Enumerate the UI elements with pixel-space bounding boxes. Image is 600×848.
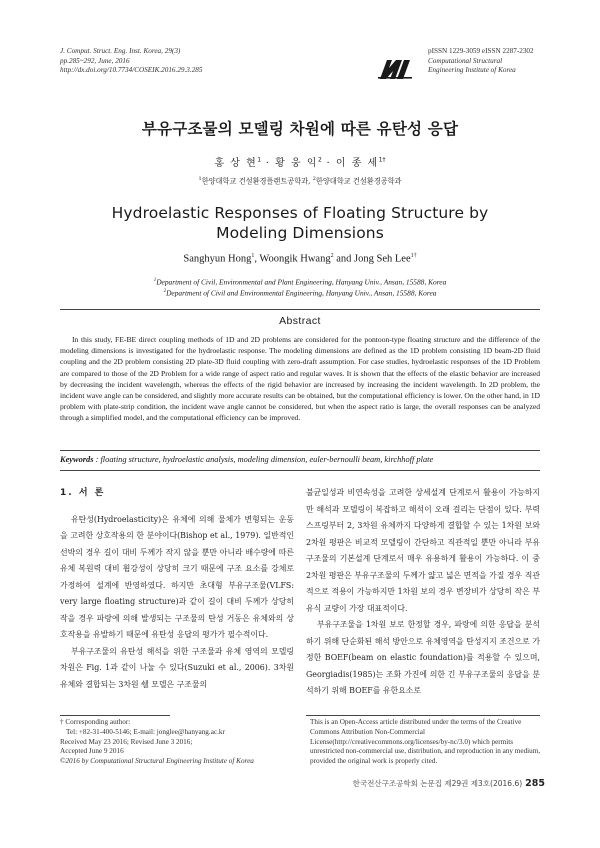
author-sup: 1†: [410, 253, 417, 259]
body-column-left: [60, 485, 294, 693]
issn-line: pISSN 1229-3059 eISSN 2287-2302: [428, 47, 534, 55]
footnote-line[interactable]: Tel: +82-31-400-5146; E-mail: jonglee@hanyang.ac.kr: [66, 727, 225, 736]
authors-english: [0, 253, 600, 265]
abstract-heading: Abstract: [279, 315, 321, 327]
affil-line: [0, 276, 600, 287]
issn-block: [428, 47, 568, 76]
body-paragraph: 불균일성과 비연속성을 고려한 상세설계 단계로서 활용이 가능하지만 해석과 모델링이 복잡하고 해석이 오래 걸리는 단점이 있다. 부력 스프링부터 2, 3차원 유체까지 다양하게 결합할 수 있는 1차원 보와 2차원 평판은 비교적 모델링이 간단하고 직관적일 뿐만 아니라 부유구조물의 기본설계 단계로서 매우 유용하게 활용이 가능하다. 이 중 2차원 평판은 부유구조물의 두께가 얇고 넓은 면적을 가질 경우 직관적으로 적용이 가능하지만 1차원 보의 경우 변장비가 상당히 작은 부유식 교량이 가장 대표적이다.: [306, 488, 540, 613]
keywords-text: floating structure, hydroelastic analysis, modeling dimension, euler-bernoulli beam, kirchhoff plate: [100, 455, 434, 464]
author-name: Jong Seh Lee: [354, 253, 411, 265]
author-sup: 1: [251, 253, 255, 259]
author-sup: 2: [330, 253, 334, 259]
footnote-divider: [306, 715, 540, 716]
author-separator: ,: [254, 253, 260, 265]
author-sup: 1†: [378, 156, 386, 164]
author-name: Woongik Hwang: [259, 253, 331, 265]
affil-text: Department of Civil and Environmental Engineering, Hanyang Univ., Ansan, 15588, Korea: [166, 288, 437, 298]
author-separator: ·: [321, 158, 336, 169]
keywords-separator: :: [93, 455, 101, 464]
footnote-line: † Corresponding author:: [60, 718, 131, 726]
citation-line: J. Comput. Struct. Eng. Inst. Korea, 29(3): [60, 47, 181, 55]
footnote-license: This is an Open-Access article distributed under the terms of the Creative Commons Attribution Non-Commercial License(http://creativecommons.org/licenses/by-nc/3.0) which permits unrestricted non-commercial use, distribution, and reproduction in any medium, provided the original work is properly cited.: [310, 718, 541, 766]
divider: [60, 309, 540, 310]
footnote-line: Received May 23 2016; Revised June 3 2016;: [60, 737, 193, 746]
page-number: 285: [525, 778, 545, 789]
author-separator: and: [333, 253, 355, 265]
paper-title-korean: 부유구조물의 모델링 차원에 따른 유탄성 응답: [141, 120, 459, 138]
journal-footer-text: 한국전산구조공학회 논문집 제29권 제3호(2016.6): [352, 779, 523, 788]
citation-line: pp.285~292, June, 2016: [60, 56, 130, 65]
author-name: 홍 상 현: [214, 158, 258, 169]
footnote-line: Accepted June 9 2016: [60, 747, 124, 756]
affil-text: 한양대학교 건설환경공학과: [315, 176, 402, 186]
body-column-right: [306, 485, 540, 700]
affil-text: 한양대학교 건설환경플랜트공학과,: [201, 176, 313, 186]
author-separator: ·: [261, 158, 276, 169]
author-name: 이 종 세: [335, 158, 379, 169]
keywords-line: [60, 455, 550, 464]
copyright-line: ©2016 by Computational Structural Engineering Institute of Korea: [60, 757, 254, 766]
authors-korean: [0, 154, 600, 169]
author-name: Sanghyun Hong: [183, 253, 252, 265]
body-paragraph: 부유구조물을 1차원 보로 한정할 경우, 파랑에 의한 응답을 분석하기 위해 단순화된 해석 방안으로 유체영역을 탄성지지 조건으로 가정한 BOEF(beam on elastic foundation)를 적용할 수 있으며, Georgiadis(1985)는 조화 가진에 의한 긴 부유구조물의 응답을 분석하기 위해 BOEF를 유한요소로: [306, 620, 540, 695]
footnote-correspondence: [60, 718, 300, 767]
author-sup: 1: [257, 156, 262, 164]
footnote-divider: [60, 715, 170, 716]
affil-sup: 1: [198, 176, 202, 182]
publisher-line: Computational Structural: [428, 56, 503, 65]
paper-title-english: [90, 203, 510, 243]
affil-sup: 1: [153, 278, 157, 283]
publisher-line: Engineering Institute of Korea: [428, 66, 516, 75]
title-line: Modeling Dimensions: [216, 224, 384, 242]
journal-citation: [60, 47, 310, 76]
affil-sup: 2: [312, 176, 316, 182]
author-sup: 2: [318, 156, 322, 164]
abstract-body: In this study, FE-BE direct coupling methods of 1D and 2D problems are considered for the pontoon-type floating structure and the difference of the modeling dimensions is investigated for the hydroelastic response. The modeling dimensions are defined as the 1D problem consisting 1D beam-2D fluid coupling and the 2D problem consisting 2D plate-3D fluid coupling with zero-draft assumption. For case studies, hydroelastic responses of the 1D Problem are compared to those of the 2D Problem for a wide range of aspect ratio and regular waves. It is shown that the effects of the elastic behavior are increased by decreasing the incident wavelength, whereas the effects of the rigid behavior are increased by increasing the incident wavelength. In 2D problem, the incident wave angle can be considered, and slightly more accurate results can be obtained, but the computational efficiency is lower. On the other hand, in 1D problem with plate-strip condition, the incident wave angle cannot be considered, but when the aspect ratio is large, the overall responses can be analyzed through a simplified model, and the computational efficiency can be improved.: [60, 335, 540, 423]
keywords-label: Keywords: [60, 455, 94, 464]
body-paragraph: 부유구조물의 유탄성 해석을 위한 구조물과 유체 영역의 모델링 차원은 Fig. 1과 같이 나눌 수 있다(Suzuki et al., 2006). 3차원 유체와 결합되는 3차원 쉘 모델은 구조물의: [60, 646, 294, 689]
affiliation-korean: [0, 176, 600, 186]
title-line: Hydroelastic Responses of Floating Structure by: [111, 204, 489, 222]
divider: [60, 470, 540, 471]
body-paragraph: 유탄성(Hydroelasticity)은 유체에 의해 물체가 변형되는 운동을 고려한 상호작용의 한 분야이다(Bishop et al., 1979). 일반적인 선박의 경우 길이 대비 두께가 작지 않을 뿐만 아니라 배수량에 따른 유체 복원력 대비 휨강성이 상당히 크기 때문에 구조 요소를 강체로 가정하여 설계에 반영하였다. 하지만 초대형 부유구조물(VLFS: very large floating structure)과 같이 길이 대비 두께가 상당히 작을 경우 파랑에 의해 발생되는 구조물의 탄성 거동은 유체와의 상호작용을 유발하기 때문에 유탄성 응답의 평가가 필수적이다.: [60, 514, 294, 639]
doi-link[interactable]: http://dx.doi.org/10.7734/COSEIK.2016.29.3.285: [60, 66, 203, 75]
divider: [60, 450, 540, 451]
affil-line: [0, 287, 600, 298]
affil-sup: 2: [163, 288, 167, 294]
journal-logo-icon: [378, 58, 412, 80]
author-name: 황 웅 익: [275, 158, 318, 169]
page-footer: [300, 778, 545, 789]
affiliation-english: [0, 276, 600, 298]
section-heading: 1. 서 론: [60, 488, 106, 498]
affil-text: Department of Civil, Environmental and Plant Engineering, Hanyang Univ., Ansan, 15588, Korea: [156, 277, 447, 287]
